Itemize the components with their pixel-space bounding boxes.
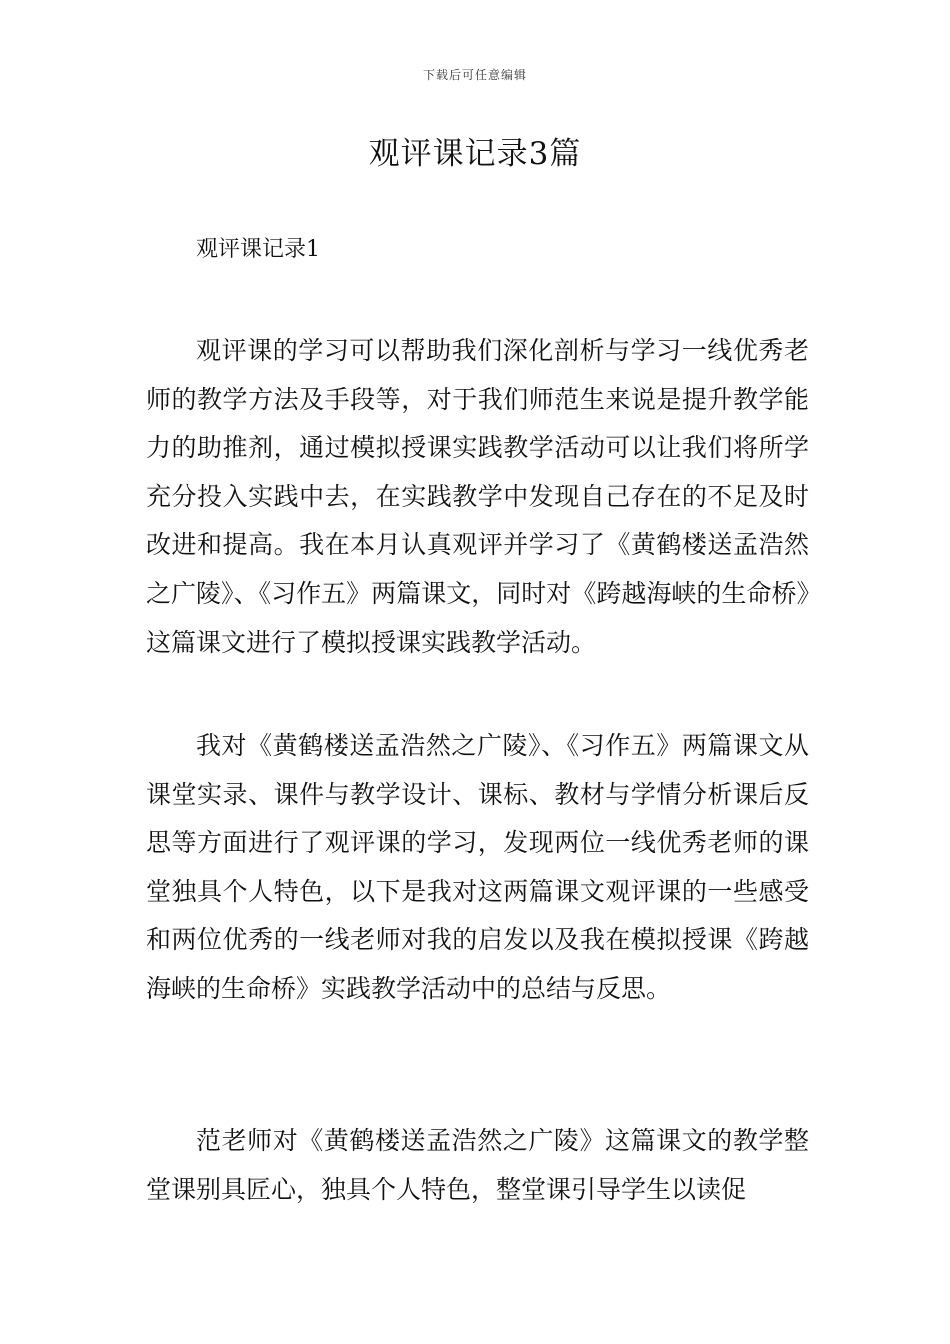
body-paragraph-2: 我对《黄鹤楼送孟浩然之广陵》、《习作五》两篇课文从课堂实录、课件与教学设计、课标、教材与学情分析课后反思等方面进行了观评课的学习，发现两位一线优秀老师的课堂独具个人特色，以下是我对这两篇课文观评课的一些感受和两位优秀的一线老师对我的启发以及我在模拟授课《跨越海峡的生命桥》实践教学活动中的总结与反思。 (146, 731, 809, 1003)
body-paragraph-3: 范老师对《黄鹤楼送孟浩然之广陵》这篇课文的教学整堂课别具匠心，独具个人特色，整堂课引导学生以读促 (146, 1126, 809, 1204)
section-title: 观评课记录1 (196, 237, 320, 262)
body-paragraph-1: 观评课的学习可以帮助我们深化剖析与学习一线优秀老师的教学方法及手段等，对于我们师范生来说是提升教学能力的助推剂，通过模拟授课实践教学活动可以让我们将所学充分投入实践中去，在实践教学中发现自己存在的不足及时改进和提高。我在本月认真观评并学习了《黄鹤楼送孟浩然之广陵》、《习作五》两篇课文，同时对《跨越海峡的生命桥》这篇课文进行了模拟授课实践教学活动。 (146, 336, 809, 657)
header-note: 下载后可任意编辑 (422, 68, 527, 82)
document-title: 观评课记录3篇 (368, 136, 582, 172)
